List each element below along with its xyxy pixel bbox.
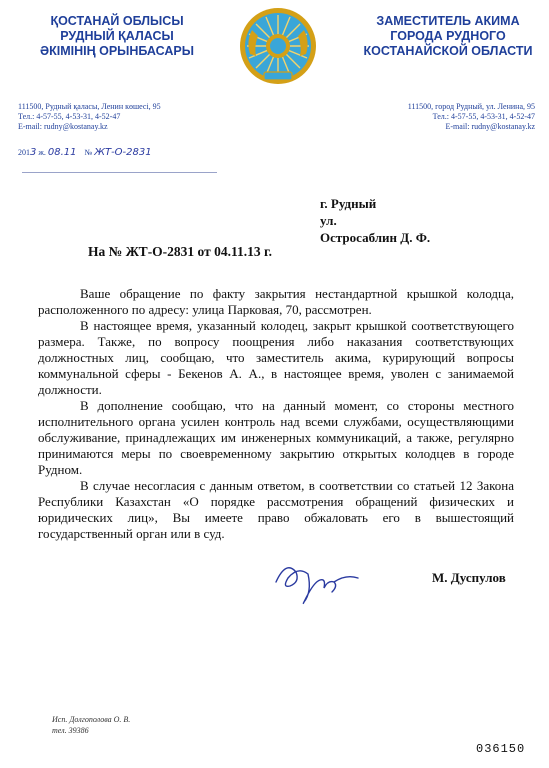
recipient-street: ул.: [320, 213, 337, 228]
registration-line: [18, 147, 152, 158]
address-left-line: Тел.: 4-57-55, 4-53-31, 4-52-47: [18, 112, 121, 121]
reference-line: На № ЖТ-О-2831 от 04.11.13 г.: [88, 244, 272, 259]
executor-name: Исп. Долгополова О. В.: [52, 715, 131, 724]
state-emblem-icon: [238, 6, 318, 86]
letterhead-left-line: ҚОСТАНАЙ ОБЛЫСЫ: [50, 14, 184, 28]
registration-underline: [22, 172, 217, 173]
address-right: [370, 102, 535, 132]
executor-phone: тел. 39386: [52, 726, 89, 735]
reg-year-prefix: 201: [18, 148, 30, 157]
letterhead-right: [358, 14, 538, 59]
reg-date-handwritten: 08.11: [47, 147, 77, 158]
letterhead-right-line: ГОРОДА РУДНОГО: [390, 29, 506, 43]
letterhead-left-line: ӘКІМІНІҢ ОРЫНБАСАРЫ: [40, 44, 194, 58]
body-paragraph: В дополнение сообщаю, что на данный момент, со стороны местного исполнительного органа усилен контроль над всеми службами, осуществляющими обслуживание, принадлежащих им инженерных коммуникаций, а также, регулярно принимаются меры по своевременному закрытию открытых колодцев в городе Рудном.: [38, 398, 514, 477]
letterhead-left-line: РУДНЫЙ ҚАЛАСЫ: [60, 29, 174, 43]
address-left: [18, 102, 218, 132]
body-paragraph: В случае несогласия с данным ответом, в соответствии со статьей 12 Закона Республики Казахстан «О порядке рассмотрения обращений физических и юридических лиц», Вы имеете право обжаловать его в вышестоящий государственный орган или в суд.: [38, 478, 514, 541]
recipient-name: Остросаблин Д. Ф.: [320, 230, 431, 245]
address-right-line: 111500, город Рудный, ул. Ленина, 95: [407, 102, 535, 111]
reg-number-handwritten: ЖТ-О-2831: [94, 147, 152, 158]
reg-no-label: №: [84, 148, 93, 157]
reg-year-handwritten: 3: [30, 147, 37, 158]
serial-number: 036150: [476, 742, 526, 756]
address-left-line: E-mail: rudny@kostanay.kz: [18, 122, 108, 131]
body-paragraph: Ваше обращение по факту закрытия нестандартной крышкой колодца, расположенного по адресу: улица Парковая, 70, рассмотрен.: [38, 286, 514, 317]
signature-icon: [268, 552, 368, 608]
reg-zh: ж.: [38, 148, 46, 157]
letterhead-right-line: КОСТАНАЙСКОЙ ОБЛАСТИ: [363, 44, 533, 58]
address-right-line: E-mail: rudny@kostanay.kz: [445, 122, 535, 131]
recipient-block: [320, 195, 430, 246]
address-right-line: Тел.: 4-57-55, 4-53-31, 4-52-47: [432, 112, 535, 121]
letter-body: [38, 286, 514, 542]
letterhead-right-line: ЗАМЕСТИТЕЛЬ АКИМА: [376, 14, 520, 28]
signatory-name: М. Дуспулов: [432, 570, 506, 585]
address-left-line: 111500, Рудный қаласы, Ленин көшесі, 95: [18, 102, 161, 111]
recipient-city: г. Рудный: [320, 196, 377, 211]
letterhead-left: [22, 14, 212, 59]
body-paragraph: В настоящее время, указанный колодец, закрыт крышкой соответствующего размера. Также, по вопросу поощрения либо наказания соответствующих должностных лиц, сообщаю, что заместитель акима, курирующий вопросы коммунальной сферы - Бекенов А. А., в настоящее время, уволен с занимаемой должности.: [38, 318, 514, 397]
executor-block: [52, 714, 130, 736]
